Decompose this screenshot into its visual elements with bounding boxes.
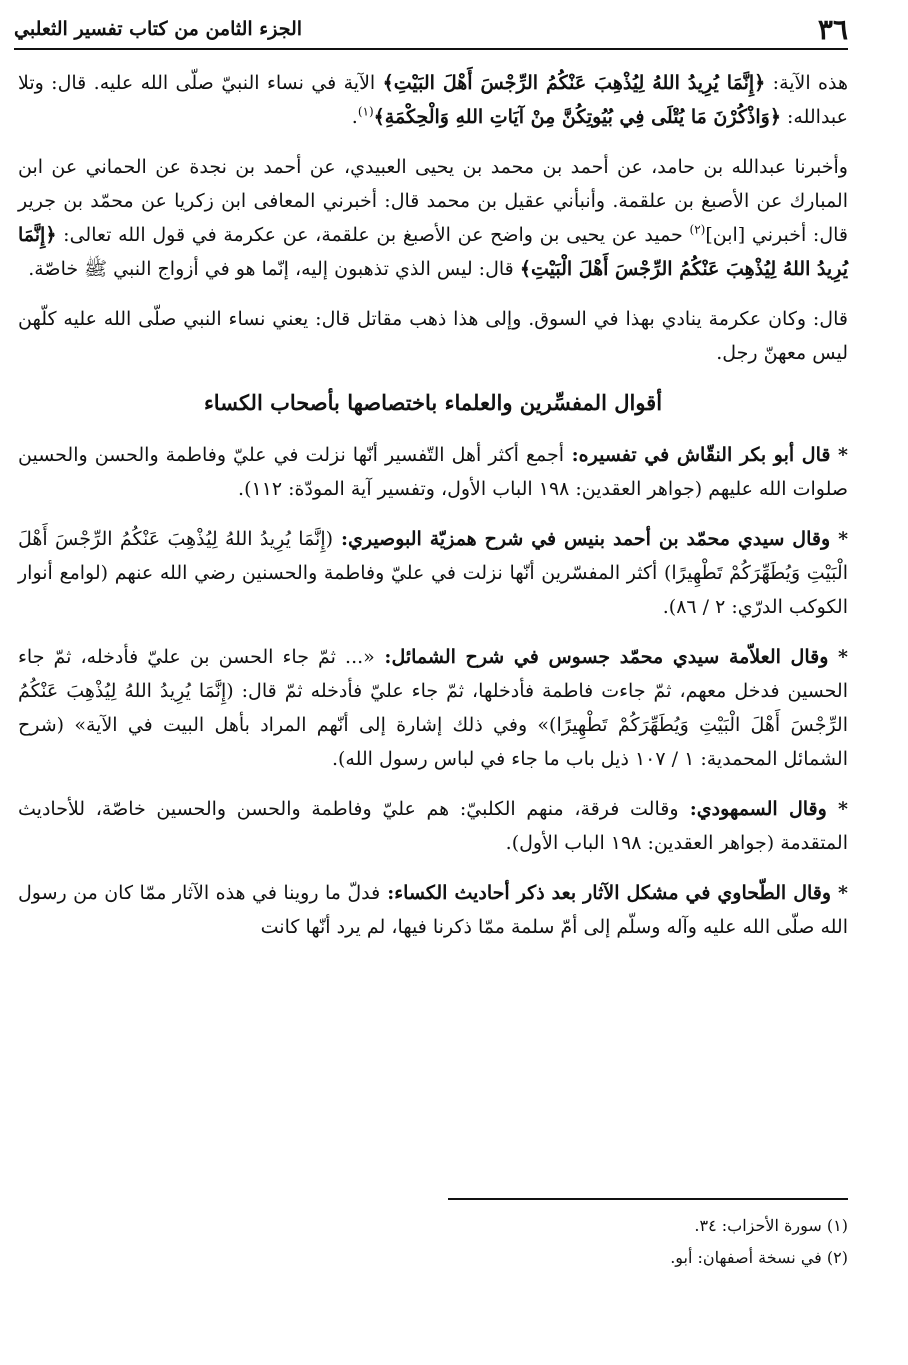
body-text: أجمع أكثر أهل التّفسير أنّها نزلت في عليّ وفاطمة والحسن والحسين صلوات الله عليهم (جواهر العقدين: ١٩٨ الباب الأول، وتفسير آية المودّة: ١١٢).: [18, 444, 848, 500]
quote-attribution: * قال أبو بكر النقّاش في تفسيره:: [564, 444, 848, 466]
running-title: الجزء الثامن من كتاب تفسير الثعلبي: [14, 18, 303, 40]
body-text: وأخبرنا عبدالله بن حامد، عن أحمد بن محمد بن يحيى العبيدي، عن أحمد بن نجدة عن الحماني عن ابن المبارك عن الأصبغ بن علقمة. وأنبأني عقيل بن محمد قال: أخبرني المعافى ابن زكريا عن محمّد بن جرير قال: أخبرني [ابن]: [18, 156, 848, 246]
section-heading: أقوال المفسِّرين والعلماء باختصاصها بأصحاب الكساء: [203, 390, 663, 415]
body-text: الآية في نساء النبيّ صلّى الله عليه. قال: وتلا عبدالله:: [18, 72, 848, 128]
quote-attribution: * وقال السمهودي:: [678, 798, 848, 820]
quote-attribution: * وقال العلاّمة سيدي محمّد جسوس في شرح الشمائل:: [374, 646, 848, 668]
quotation-3: [18, 640, 848, 776]
page-header: [14, 10, 848, 50]
paragraph-2: [18, 150, 848, 286]
quotations-list: [18, 438, 848, 944]
body-text: هذه الآية:: [765, 72, 849, 94]
body-text: حميد عن يحيى بن واضح عن الأصبغ بن علقمة، عن عكرمة في قول الله تعالى:: [56, 224, 690, 246]
footnote-marker: (٢): [689, 222, 706, 237]
quotation-2: [18, 522, 848, 624]
quotation-1: [18, 438, 848, 506]
body-text: (إِنَّمَا يُرِيدُ اللهُ لِيُذْهِبَ عَنْكُمُ الرِّجْسَ أَهْلَ الْبَيْتِ وَيُطَهِّرَكُمْ تَطْهِيرًا) أكثر المفسّرين أنّها نزلت في عليّ وفاطمة والحسنين رضي الله عنهم (لوامع أنوار الكوكب الدرّي: ٢ / ٨٦).: [18, 528, 848, 618]
footnote-rule: [448, 1198, 848, 1200]
page-body: [18, 66, 848, 960]
quotation-5: [18, 876, 848, 944]
footnotes: [18, 1198, 848, 1274]
body-text: وقالت فرقة، منهم الكلبيّ: هم عليّ وفاطمة والحسن والحسين خاصّة، للأحاديث المتقدمة (جواهر العقدين: ١٩٨ الباب الأول).: [18, 798, 848, 854]
quotation-4: [18, 792, 848, 860]
body-text: قال: ليس الذي تذهبون إليه، إنّما هو في أزواج النبي ﷺ خاصّة.: [28, 258, 520, 280]
body-text: فدلّ ما روينا في هذه الآثار ممّا كان من رسول الله صلّى الله عليه وآله وسلّم إلى أمّ سلمة ممّا ذكرنا فيها، لم يرد أنّها كانت: [18, 882, 848, 938]
body-text: .: [351, 106, 358, 128]
quran-verse: ﴿إِنَّمَا يُرِيدُ اللهُ لِيُذْهِبَ عَنْكُمُ الرِّجْسَ أَهْلَ الْبَيْتِ﴾: [18, 224, 848, 280]
footnote-marker: (١): [357, 104, 374, 119]
quote-attribution: * وقال الطّحاوي في مشكل الآثار بعد ذكر أحاديث الكساء:: [380, 882, 848, 904]
body-text: «... ثمّ جاء الحسن بن عليّ فأدخله، ثمّ جاء الحسين فدخل معهم، ثمّ جاءت فاطمة فأدخلها، ثمّ جاء عليّ فأدخله ثمّ قال: (إِنَّمَا يُرِيدُ اللهُ لِيُذْهِبَ عَنْكُمُ الرِّجْسَ أَهْلَ الْبَيْتِ وَيُطَهِّرَكُمْ تَطْهِيرًا)» وفي ذلك إشارة إلى أنّهم المراد بأهل البيت في الآية» (شرح الشمائل المحمدية: ١ / ١٠٧ ذيل باب ما جاء في لباس رسول الله).: [18, 646, 848, 770]
body-text: قال: وكان عكرمة ينادي بهذا في السوق. وإلى هذا ذهب مقاتل قال: يعني نساء النبي صلّى الله عليه كلّهن ليس معهنّ رجل.: [18, 308, 848, 364]
footnote-1: (١) سورة الأحزاب: ٣٤.: [694, 1216, 848, 1235]
page-number: ٣٦: [817, 12, 848, 46]
quran-verse: ﴿إِنَّمَا يُرِيدُ اللهُ لِيُذْهِبَ عَنْكُمُ الرِّجْسَ أَهْلَ البَيْتِ﴾: [382, 72, 766, 94]
paragraph-1: [18, 66, 848, 134]
quran-verse: ﴿وَاذْكُرْنَ مَا يُتْلَى فِي بُيُوتِكُنَّ مِنْ آيَاتِ اللهِ وَالْحِكْمَةِ﴾: [373, 106, 781, 128]
paragraph-3: [18, 302, 848, 370]
quote-attribution: * وقال سيدي محمّد بن أحمد بنيس في شرح همزيّة البوصيري:: [333, 528, 849, 550]
footnote-2: (٢) في نسخة أصفهان: أبو.: [670, 1248, 848, 1267]
intro-paragraphs: [18, 66, 848, 370]
